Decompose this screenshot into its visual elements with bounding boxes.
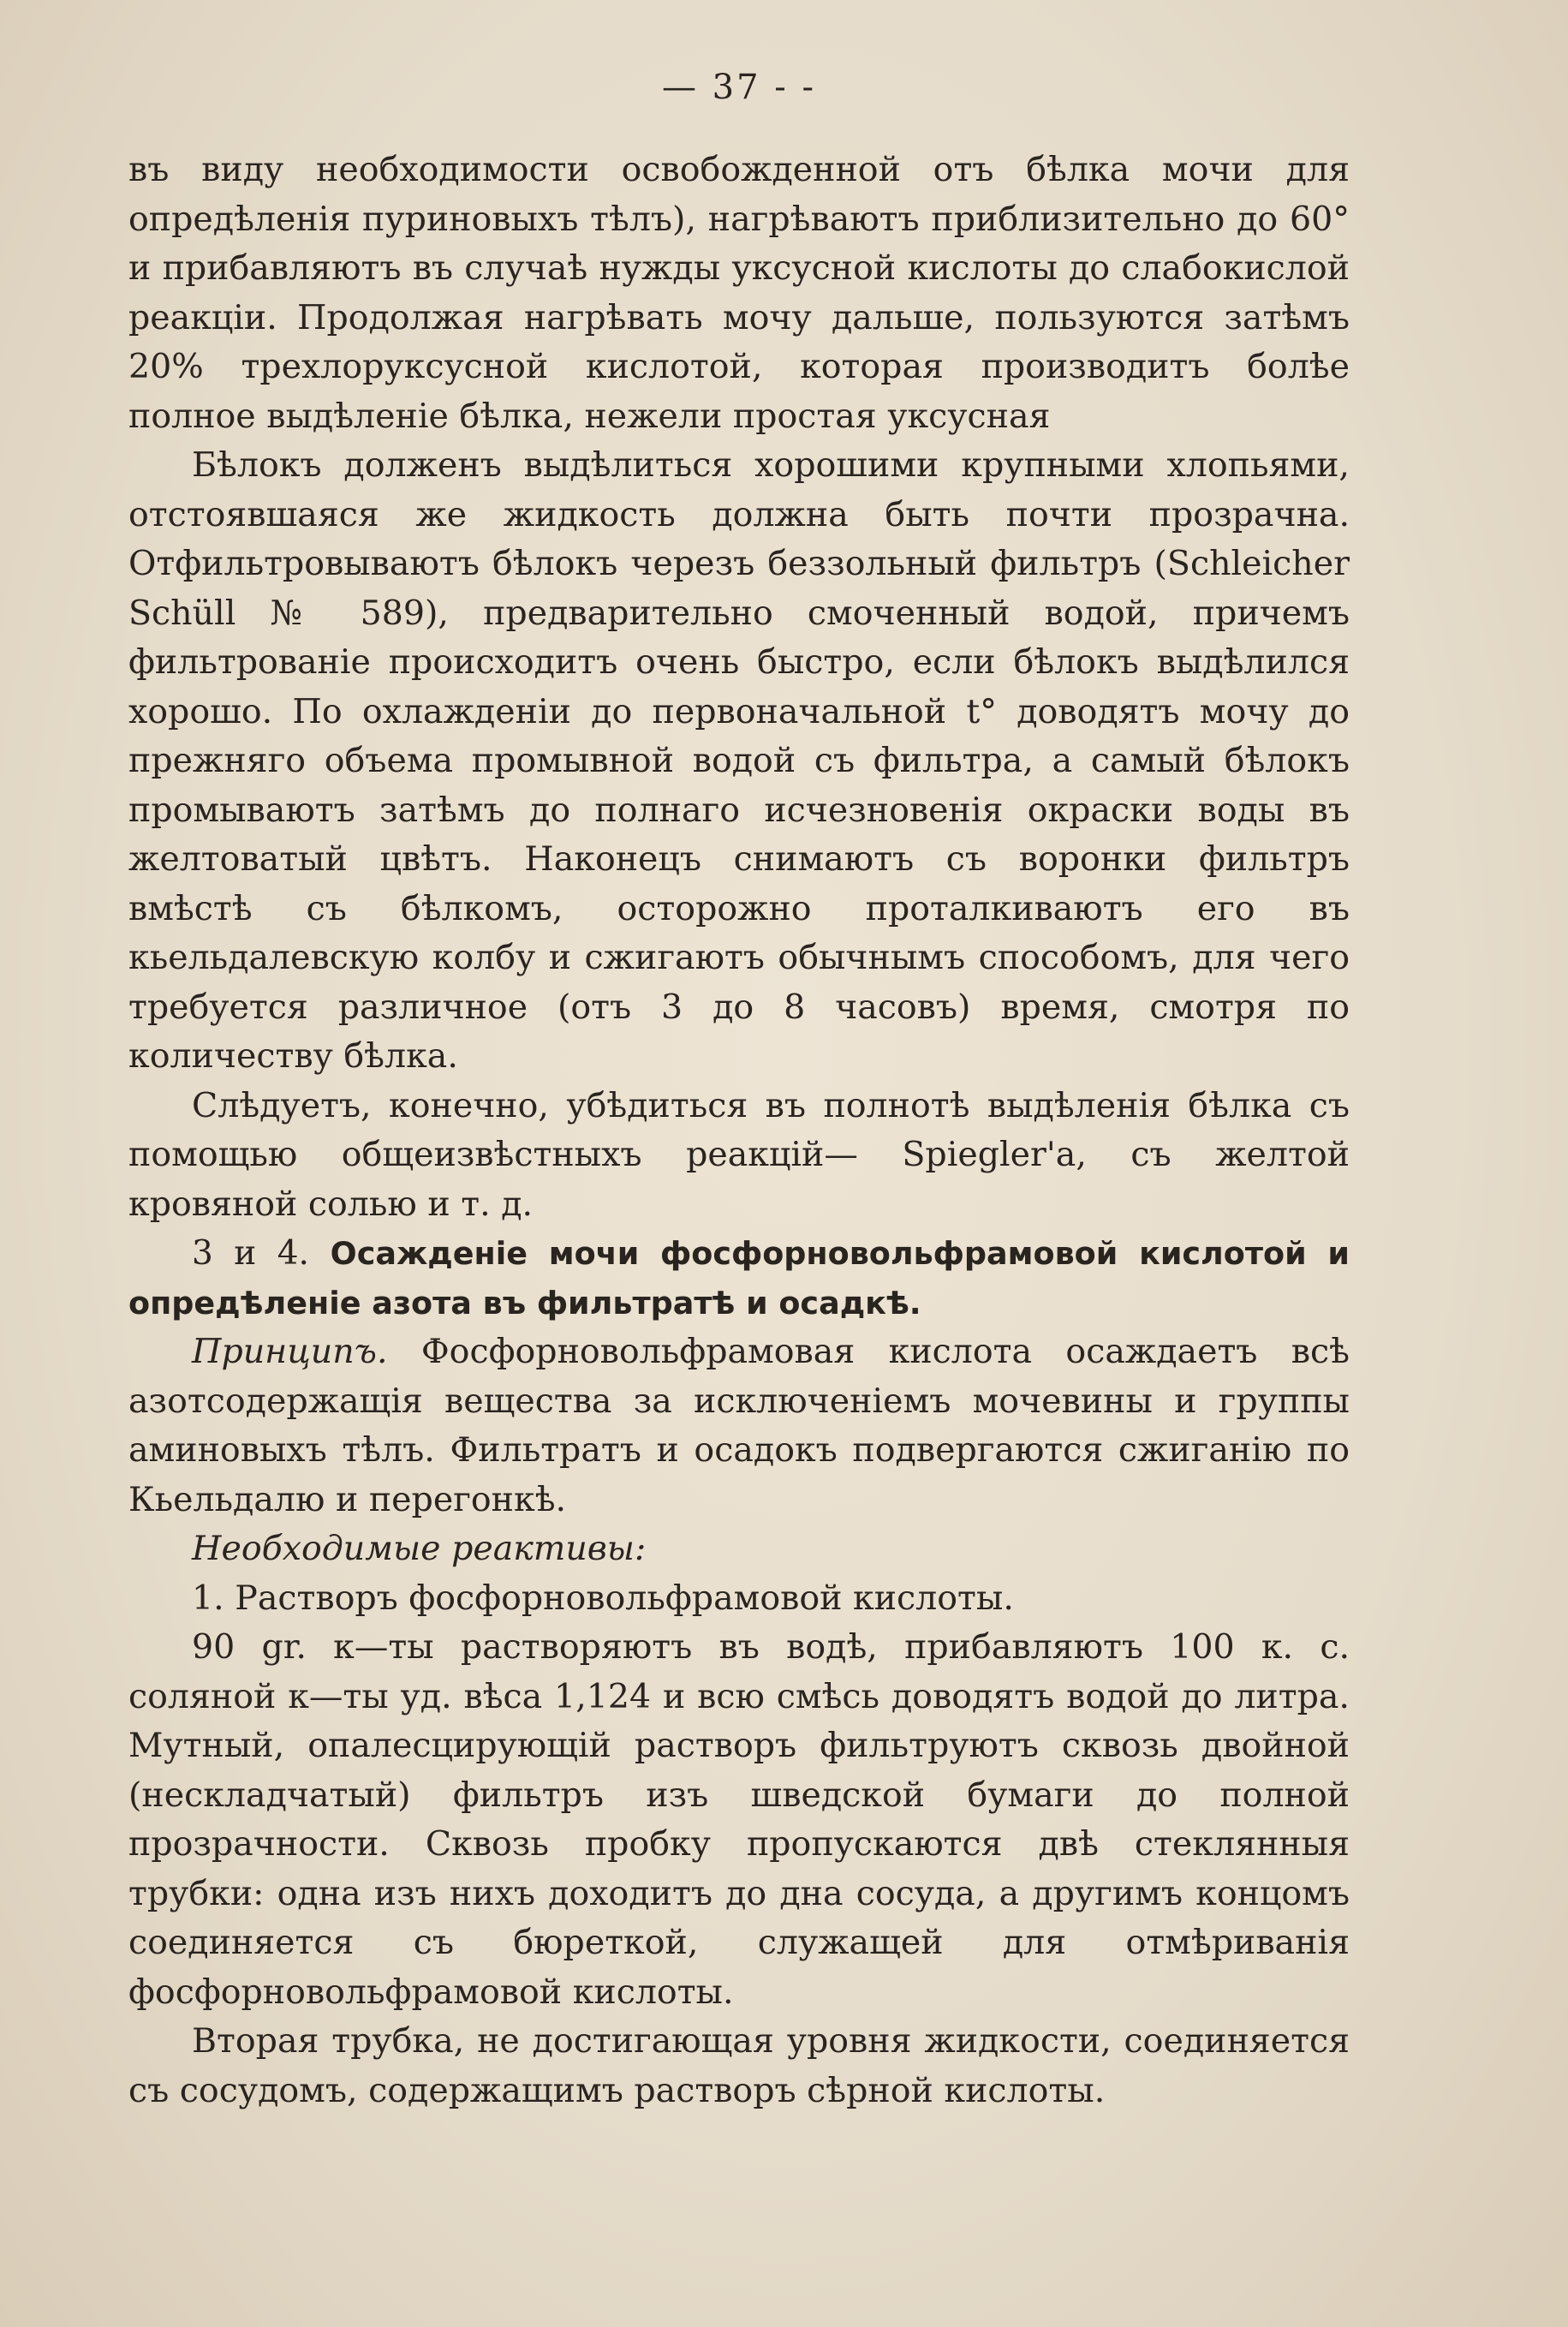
reagent-item-1: 1. Растворъ фосфорновольфрамовой кислоты. bbox=[192, 1578, 1014, 1618]
paragraph-second-tube: Вторая трубка, не достигающая уровня жидкости, соединяется съ сосудомъ, содержащимъ растворъ сѣрной кислоты. bbox=[128, 2021, 1350, 2110]
section-title: Осажденіе мочи фосфорновольфрамовой кислотой и опредѣленіе азота въ фильтратѣ и осадкѣ. bbox=[128, 1235, 1350, 1322]
page-number: — 37 - - bbox=[661, 68, 817, 107]
paragraph-protein-separation: Бѣлокъ долженъ выдѣлиться хорошими крупными хлопьями, отстоявшаяся же жидкость должна быть почти прозрачна. Отфильтровываютъ бѣлокъ черезъ беззольный фильтръ (Schleicher Schüll № 589), предварительно смоченный водой, причемъ фильтрованіе происходитъ очень быстро, если бѣлокъ выдѣлился хорошо. По охлажденіи до первоначальной t° доводятъ мочу до прежняго объема промывной водой съ фильтра, а самый бѣлокъ промываютъ затѣмъ до полнаго исчезновенія окраски воды въ желтоватый цвѣтъ. Наконецъ снимаютъ съ воронки фильтръ вмѣстѣ съ бѣлкомъ, осторожно проталкиваютъ его въ кьельдалевскую колбу и сжигаютъ обычнымъ способомъ, для чего требуется различное (отъ 3 до 8 часовъ) время, смотря по количеству бѣлка. bbox=[128, 445, 1350, 1076]
paragraph-reagent-preparation: 90 gr. к—ты растворяютъ въ водѣ, прибавляютъ 100 к. с. соляной к—ты уд. вѣса 1,124 и всю смѣсь доводятъ водой до литра. Мутный, опалесцирующій растворъ фильтруютъ сквозь двойной (нескладчатый) фильтръ изъ шведской бумаги до полной прозрачности. Сквозь пробку пропускаются двѣ стеклянныя трубки: одна изъ нихъ доходитъ до дна сосуда, а другимъ концомъ соединяется съ бюреткой, служащей для отмѣриванія фосфорновольфрамовой кислоты. bbox=[128, 1627, 1350, 2012]
paragraph-principle bbox=[128, 1328, 1350, 1524]
paragraph-continuation: въ виду необходимости освобожденной отъ бѣлка мочи для опредѣленія пуриновыхъ тѣлъ), нагрѣваютъ приблизительно до 60° и прибавляютъ въ случаѣ нужды уксусной кислоты до слабокислой реакціи. Продолжая нагрѣвать мочу дальше, пользуются затѣмъ 20% трехлоруксусной кислотой, которая производитъ болѣе полное выдѣленіе бѣлка, нежели простая уксусная bbox=[128, 150, 1350, 436]
reagents-label: Необходимые реактивы: bbox=[192, 1529, 647, 1568]
section-heading bbox=[128, 1229, 1350, 1328]
paragraph-completeness-check: Слѣдуетъ, конечно, убѣдиться въ полнотѣ выдѣленія бѣлка съ помощью общеизвѣстныхъ реакцій— Spiegler'a, съ желтой кровяной солью и т. д. bbox=[128, 1085, 1350, 1224]
section-number: 3 и 4. bbox=[192, 1234, 309, 1273]
principle-label: Принципъ. bbox=[192, 1332, 388, 1371]
principle-text: Фосфорновольфрамовая кислота осаждаетъ всѣ азотсодержащія вещества за исключеніемъ мочевины и группы аминовыхъ тѣлъ. Фильтратъ и осадокъ подвергаются сжиганію по Кьельдалю и перегонкѣ. bbox=[128, 1332, 1350, 1519]
